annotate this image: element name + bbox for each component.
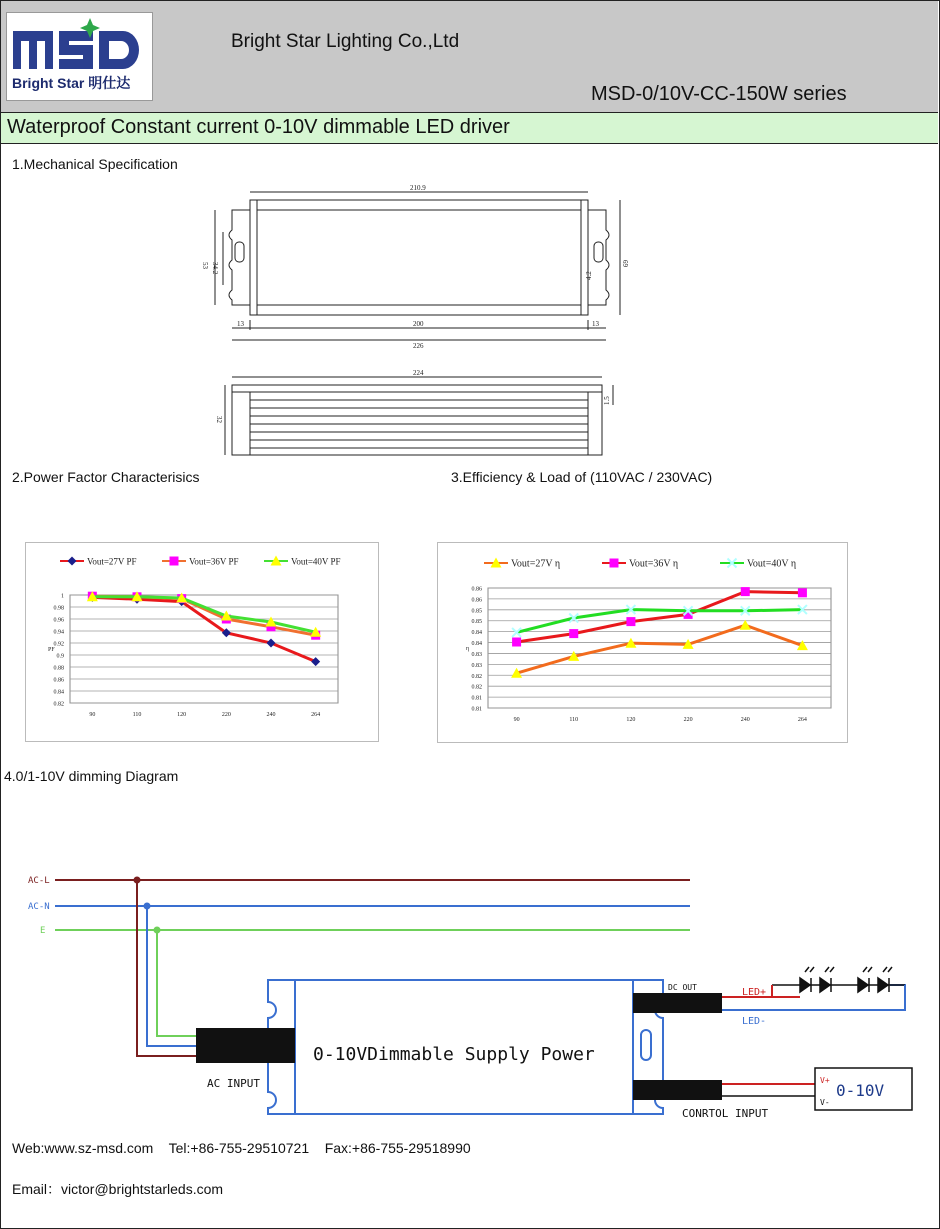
logo-subtitle: Bright Star 明仕达 [12,75,131,91]
led-string-icon [772,967,905,992]
legend-label: Vout=27V PF [87,556,137,567]
dim-left-tab: 13 [237,320,244,328]
dim-body-length: 200 [413,320,424,328]
legend-label: Vout=40V η [747,558,797,570]
dimmer-label: 0-10V [836,1081,885,1100]
plot-area [70,595,338,703]
data-point [741,587,750,596]
company-logo [6,12,153,101]
label-led-minus: LED- [742,1016,767,1027]
dim-right-height: 69 [621,260,629,267]
x-tick-label: 90 [89,712,96,718]
power-supply-label: 0-10VDimmable Supply Power [313,1044,595,1065]
section-efficiency: 3.Efficiency & Load of (110VAC / 230VAC) [451,469,713,485]
y-tick-label: 0.9 [56,653,64,660]
label-led-plus: LED+ [742,987,767,998]
y-tick-label: 0.86 [53,677,64,684]
x-tick-label: 264 [311,712,321,718]
x-tick-label: 120 [177,712,187,718]
x-tick-label: 110 [569,717,579,723]
dim-side-length: 224 [413,369,424,377]
legend-label: Vout=36V η [629,558,679,570]
dim-height-inner: 34.2 [211,262,219,275]
product-series: MSD-0/10V-CC-150W series [591,83,847,105]
data-point [512,638,521,647]
section-mechanical: 1.Mechanical Specification [12,156,178,172]
y-tick-label: 0.84 [53,689,64,696]
legend-label: Vout=40V PF [291,556,341,567]
y-tick-label: 0.83 [471,662,482,669]
y-tick-label: 0.85 [471,608,482,615]
section-power-factor: 2.Power Factor Characterisics [12,469,200,485]
label-control-input: CONRTOL INPUT [682,1107,769,1120]
y-tick-label: 0.81 [471,706,482,713]
label-ac-input: AC INPUT [207,1077,260,1090]
y-tick-label: 0.88 [53,665,64,672]
y-tick-label: 0.86 [471,586,482,593]
legend-marker [610,559,619,568]
x-tick-label: 220 [683,717,693,723]
y-tick-label: 0.92 [53,641,64,648]
y-tick-label: 0.81 [471,695,482,702]
y-tick-label: 0.82 [53,701,64,708]
label-ac-n: AC-N [28,902,50,912]
pf-chart-svg [26,543,378,741]
y-tick-label: 0.85 [471,619,482,626]
dim-overall: 226 [413,342,424,350]
y-tick-label: 0.98 [53,605,64,612]
product-title-bar [1,113,938,144]
y-tick-label: 0.84 [471,641,482,648]
y-tick-label: 0.83 [471,651,482,658]
x-tick-label: 110 [132,712,142,718]
label-e: E [40,926,46,936]
footer-email: Email：victor@brightstarleds.com [12,1181,224,1197]
dim-side-height: 32 [215,416,223,423]
legend-label: Vout=36V PF [189,556,239,567]
y-tick-label: 0.94 [53,629,64,636]
x-tick-label: 90 [513,717,520,723]
y-tick-label: 0.96 [53,617,64,624]
mechanical-drawing [195,180,635,470]
data-point [798,588,807,597]
dim-right-tab: 13 [592,320,599,328]
data-point [569,629,578,638]
y-tick-label: 0.82 [471,673,482,680]
label-v-plus: V+ [820,1076,830,1085]
dim-side-tab: 1.5 [603,396,611,405]
header [1,1,938,113]
legend-marker [170,557,179,566]
dim-height-outer: 53 [201,262,209,269]
x-tick-label: 120 [626,717,636,723]
dim-slot: 4.2 [585,271,593,280]
efficiency-chart-svg [438,543,847,742]
y-axis-label: η [466,646,470,652]
x-tick-label: 220 [221,712,231,718]
y-tick-label: 1 [61,593,64,600]
dim-top-length: 210.9 [410,184,426,192]
footer-contact: Web:www.sz-msd.com Tel:+86-755-29510721 Fax:+86-755-29518990 [12,1140,471,1156]
x-tick-label: 240 [740,717,750,723]
legend-marker [68,557,77,566]
plot-area [488,588,831,708]
product-title: Waterproof Constant current 0-10V dimmable LED driver [7,116,510,138]
y-axis-label: PF [48,647,55,653]
x-tick-label: 240 [266,712,276,718]
label-v-minus: V- [820,1098,830,1107]
section-dimming: 4.0/1-10V dimming Diagram [4,768,179,784]
y-tick-label: 0.86 [471,597,482,604]
pf-chart [25,542,379,742]
legend-label: Vout=27V η [511,558,561,570]
efficiency-chart [437,542,848,743]
label-dc-out: DC OUT [668,983,697,992]
y-tick-label: 0.82 [471,684,482,691]
company-name: Bright Star Lighting Co.,Ltd [231,31,460,52]
dimming-diagram [0,860,940,1130]
x-tick-label: 264 [797,717,807,723]
label-ac-l: AC-L [28,876,50,886]
data-point [626,617,635,626]
y-tick-label: 0.84 [471,630,482,637]
